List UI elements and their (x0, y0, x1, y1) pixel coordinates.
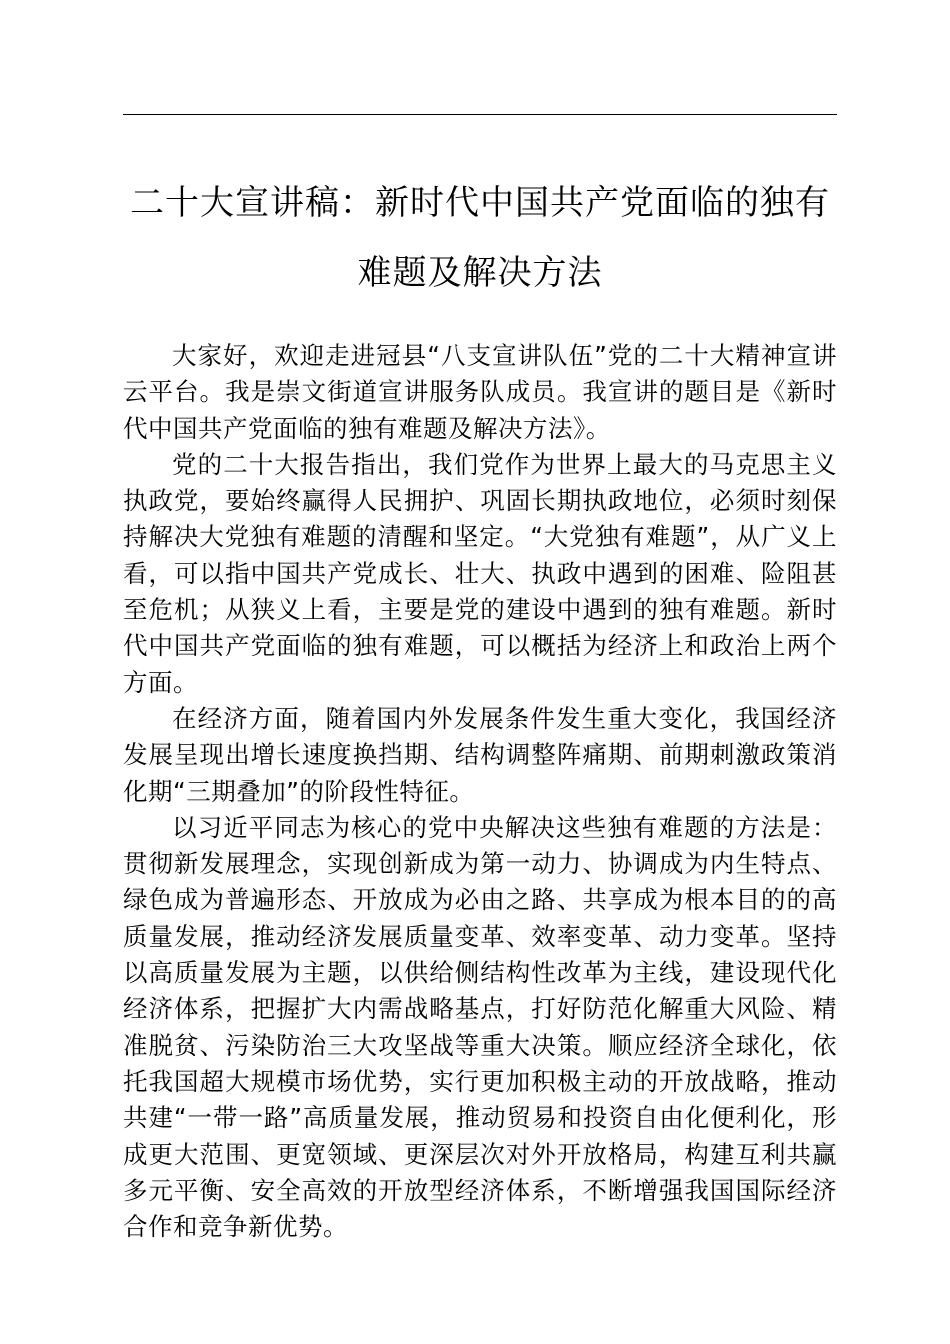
paragraph-economy: 在经济方面，随着国内外发展条件发生重大变化，我国经济发展呈现出增长速度换挡期、结构调整阵痛期、前期刺激政策消化期“三期叠加”的阶段性特征。 (123, 703, 837, 806)
document-body (123, 338, 837, 1245)
header-rule (123, 114, 837, 115)
paragraph-report: 党的二十大报告指出，我们党作为世界上最大的马克思主义执政党，要始终赢得人民拥护、巩固长期执政地位，必须时刻保持解决大党独有难题的清醒和坚定。“大党独有难题”，从广义上看，可以指中国共产党成长、壮大、执政中遇到的困难、险阻甚至危机；从狭义上看，主要是党的建设中遇到的独有难题。新时代中国共产党面临的独有难题，可以概括为经济上和政治上两个方面。 (123, 449, 837, 697)
paragraph-solutions: 以习近平同志为核心的党中央解决这些独有难题的方法是：贯彻新发展理念，实现创新成为第一动力、协调成为内生特点、绿色成为普遍形态、开放成为必由之路、共享成为根本目的的高质量发展，推动经济发展质量变革、效率变革、动力变革。坚持以高质量发展为主题，以供给侧结构性改革为主线，建设现代化经济体系，把握扩大内需战略基点，打好防范化解重大风险、精准脱贫、污染防治三大攻坚战等重大决策。顺应经济全球化，依托我国超大规模市场优势，实行更加积极主动的开放战略，推动共建“一带一路”高质量发展，推动贸易和投资自由化便利化，形成更大范围、更宽领域、更深层次对外开放格局，构建互利共赢多元平衡、安全高效的开放型经济体系，不断增强我国国际经济合作和竞争新优势。 (123, 812, 837, 1242)
document-title: 二十大宣讲稿：新时代中国共产党面临的独有难题及解决方法 (130, 183, 830, 293)
paragraph-intro: 大家好，欢迎走进冠县“八支宣讲队伍”党的二十大精神宣讲云平台。我是崇文街道宣讲服务队成员。我宣讲的题目是《新时代中国共产党面临的独有难题及解决方法》。 (123, 341, 837, 443)
